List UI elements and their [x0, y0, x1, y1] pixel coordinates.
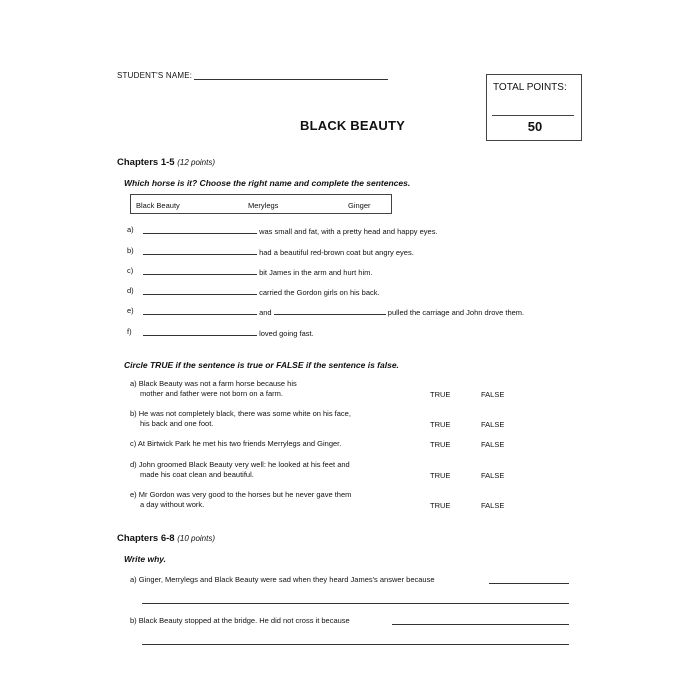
section3-instruction: Write why. — [124, 554, 167, 564]
total-points-value: 50 — [527, 119, 543, 134]
false-option[interactable]: FALSE — [481, 420, 505, 429]
section2-instruction: Circle TRUE if the sentence is true or FALSE if the sentence is false. — [124, 360, 399, 370]
false-option[interactable]: FALSE — [481, 440, 505, 449]
item-text-mid: and — [259, 308, 272, 317]
tf-item-e — [130, 490, 351, 510]
true-option[interactable]: TRUE — [430, 501, 451, 510]
item-letter: a) — [127, 225, 134, 234]
true-option[interactable]: TRUE — [430, 390, 451, 399]
tf-line1: b) He was not completely black, there was some white on his face, — [130, 409, 351, 418]
section3-heading — [117, 533, 215, 544]
true-option[interactable]: TRUE — [430, 440, 451, 449]
page-title: BLACK BEAUTY — [300, 118, 405, 133]
name-option-ginger: Ginger — [348, 201, 371, 210]
item-letter: e) — [127, 306, 134, 315]
tf-line1: d) John groomed Black Beauty very well: he looked at his feet and — [130, 460, 350, 469]
why-item-b: b) Black Beauty stopped at the bridge. He did not cross it because — [130, 616, 350, 625]
item-text: had a beautiful red-brown coat but angry eyes. — [259, 248, 414, 257]
item-letter: f) — [127, 327, 132, 336]
answer-blank[interactable] — [143, 327, 257, 336]
item-text: bit James in the arm and hurt him. — [259, 268, 373, 277]
tf-line1: c) At Birtwick Park he met his two friends Merrylegs and Ginger. — [130, 439, 342, 448]
tf-line1: a) Black Beauty was not a farm horse because his — [130, 379, 297, 388]
name-option-merylegs: Merylegs — [248, 201, 279, 210]
tf-line2: made his coat clean and beautiful. — [140, 470, 254, 479]
false-option[interactable]: FALSE — [481, 501, 505, 510]
tf-item-c — [130, 439, 341, 449]
tf-item-a — [130, 379, 297, 399]
tf-item-b — [130, 409, 351, 429]
item-text: pulled the carriage and John drove them. — [387, 308, 525, 317]
student-name-label: STUDENT'S NAME: — [117, 71, 193, 80]
item-letter: b) — [127, 246, 134, 255]
section1-instruction: Which horse is it? Choose the right name and complete the sentences. — [124, 178, 411, 188]
answer-line[interactable] — [142, 603, 569, 604]
answer-line[interactable] — [392, 624, 569, 625]
item-letter: c) — [127, 266, 134, 275]
answer-blank-2[interactable] — [274, 306, 386, 315]
tf-item-d — [130, 460, 350, 480]
answer-line[interactable] — [142, 644, 569, 645]
answer-blank[interactable] — [143, 286, 257, 295]
tf-line2: mother and father were not born on a farm. — [140, 389, 283, 398]
section1-heading-text: Chapters 1-5 — [117, 157, 175, 168]
true-option[interactable]: TRUE — [430, 420, 451, 429]
section3-heading-text: Chapters 6-8 — [117, 533, 175, 544]
answer-blank[interactable] — [143, 246, 257, 255]
answer-line[interactable] — [489, 583, 569, 584]
answer-blank[interactable] — [143, 306, 257, 315]
tf-line2: his back and one foot. — [140, 419, 214, 428]
why-item-a: a) Ginger, Merrylegs and Black Beauty were sad when they heard James's answer because — [130, 575, 435, 584]
item-letter: d) — [127, 286, 134, 295]
item-text: loved going fast. — [259, 329, 314, 338]
answer-blank[interactable] — [143, 225, 257, 234]
true-option[interactable]: TRUE — [430, 471, 451, 480]
total-points-label: TOTAL POINTS: — [493, 82, 567, 93]
item-text: carried the Gordon girls on his back. — [259, 288, 380, 297]
false-option[interactable]: FALSE — [481, 390, 505, 399]
tf-line2: a day without work. — [140, 500, 205, 509]
section1-points: (12 points) — [177, 158, 215, 167]
total-points-divider — [492, 115, 574, 116]
section3-points: (10 points) — [177, 534, 215, 543]
tf-line1: e) Mr Gordon was very good to the horses but he never gave them — [130, 490, 352, 499]
name-option-black-beauty: Black Beauty — [136, 201, 180, 210]
student-name-field[interactable] — [194, 71, 388, 80]
section1-heading — [117, 157, 215, 168]
item-text: was small and fat, with a pretty head and happy eyes. — [259, 227, 438, 236]
false-option[interactable]: FALSE — [481, 471, 505, 480]
answer-blank[interactable] — [143, 266, 257, 275]
